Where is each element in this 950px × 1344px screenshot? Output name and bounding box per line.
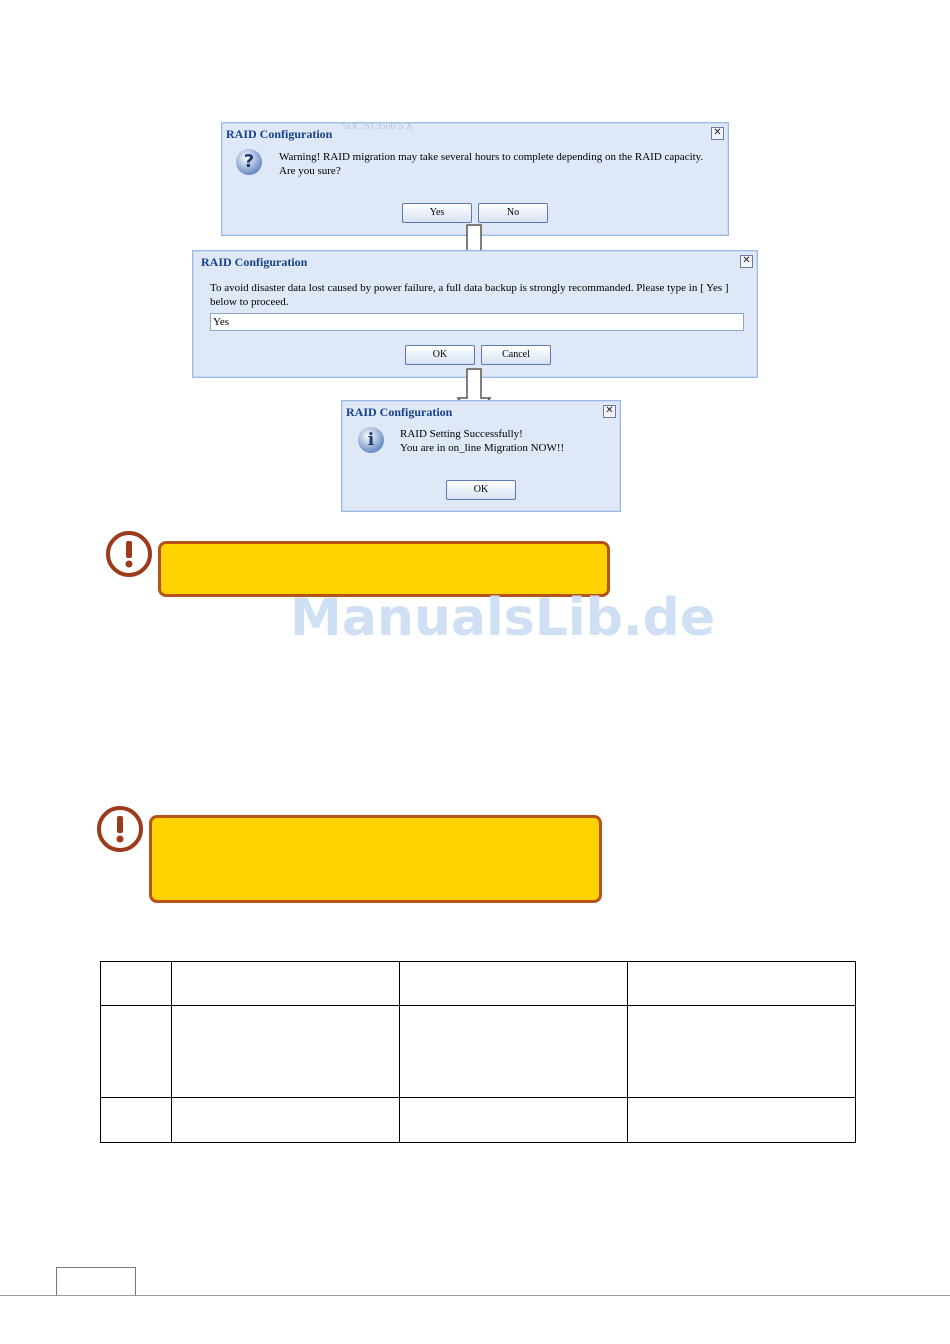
ok-button[interactable]: OK xyxy=(405,345,475,365)
page-number-tab xyxy=(56,1267,136,1296)
confirm-input[interactable]: Yes xyxy=(210,313,744,331)
message-line: You are in on_line Migration NOW!! xyxy=(400,442,565,454)
data-table xyxy=(100,961,856,1143)
message-line: below to proceed. xyxy=(210,296,289,308)
dialog-message xyxy=(400,427,610,455)
table-cell xyxy=(101,962,172,1006)
raid-warning-dialog xyxy=(221,122,729,236)
footer-divider xyxy=(0,1295,950,1296)
ok-button[interactable]: OK xyxy=(446,480,516,500)
note-box xyxy=(149,815,602,903)
dialog-message xyxy=(210,281,750,309)
cancel-button[interactable]: Cancel xyxy=(481,345,551,365)
table-cell xyxy=(172,1098,400,1143)
table-cell xyxy=(400,1098,628,1143)
table-cell xyxy=(101,1098,172,1143)
table-cell xyxy=(101,1006,172,1098)
message-line: To avoid disaster data lost caused by power failure, a full data backup is strongly recommanded. Please type in [ Yes ] xyxy=(210,282,729,294)
background-ghost-text: SDC ST3500 5 X xyxy=(342,121,413,132)
table-cell xyxy=(628,962,856,1006)
table-cell xyxy=(628,1098,856,1143)
close-icon[interactable]: ✕ xyxy=(603,405,616,418)
raid-success-dialog xyxy=(341,400,621,512)
message-line: Are you sure? xyxy=(279,165,341,177)
table-row xyxy=(101,962,856,1006)
message-line: Warning! RAID migration may take several hours to complete depending on the RAID capacity. xyxy=(279,151,704,163)
exclamation-icon xyxy=(104,530,154,580)
yes-button[interactable]: Yes xyxy=(402,203,472,223)
table-cell xyxy=(172,1006,400,1098)
close-icon[interactable]: ✕ xyxy=(740,255,753,268)
question-icon: ? xyxy=(236,149,262,175)
table-cell xyxy=(628,1006,856,1098)
dialog-title: RAID Configuration xyxy=(226,127,333,141)
watermark: ManualsLib.de xyxy=(290,588,716,648)
table-cell xyxy=(400,1006,628,1098)
exclamation-icon xyxy=(95,805,145,855)
raid-backup-dialog xyxy=(192,250,758,378)
table-cell xyxy=(400,962,628,1006)
table-row xyxy=(101,1006,856,1098)
dialog-title: RAID Configuration xyxy=(201,255,308,269)
close-icon[interactable]: ✕ xyxy=(711,127,724,140)
dialog-title: RAID Configuration xyxy=(346,405,453,419)
message-line: RAID Setting Successfully! xyxy=(400,428,523,440)
info-icon: i xyxy=(358,427,384,453)
table-cell xyxy=(172,962,400,1006)
no-button[interactable]: No xyxy=(478,203,548,223)
table-row xyxy=(101,1098,856,1143)
dialog-message xyxy=(279,150,719,178)
